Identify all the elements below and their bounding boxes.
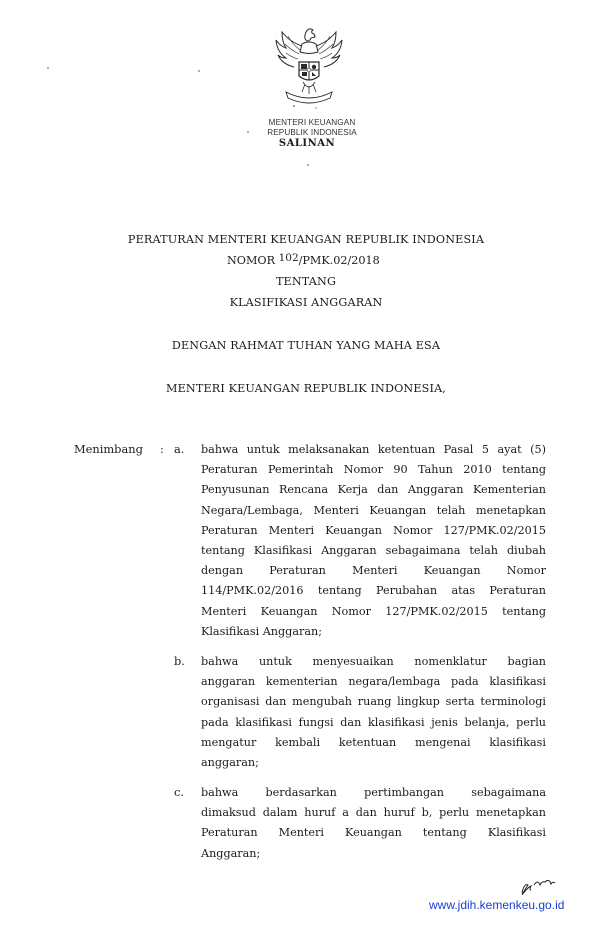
jdih-website-link[interactable]: www.jdih.kemenkeu.go.id [429,898,565,912]
text-line: 114/PMK.02/2016 tentang Perubahan atas Peraturan [201,584,546,598]
scan-speck [307,164,309,166]
scan-speck [198,70,200,72]
item-letter-b: b. [174,654,185,668]
text-line: anggaran kementerian negara/lembaga pada klasifikasi [201,675,546,689]
nomor-prefix: NOMOR [227,254,276,267]
ministry-name: MENTERI KEUANGAN [268,118,356,127]
consideration-a [201,440,546,642]
text-line: Menteri Keuangan Nomor 127/PMK.02/2015 tentang [201,604,546,618]
scan-speck [247,131,249,133]
text-line: bahwa untuk menyesuaikan nomenklatur bagian [201,655,546,668]
text-line: Negara/Lembaga, Menteri Keuangan telah menetapkan [201,503,546,517]
tentang-label: TENTANG [275,275,337,288]
consideration-b [201,652,546,773]
garuda-emblem-icon [272,26,346,110]
menimbang-colon: : [160,442,164,456]
ministry-header [240,118,384,137]
text-line: Peraturan Pemerintah Nomor 90 Tahun 2010 tentang [201,463,546,477]
text-line: tentang Klasifikasi Anggaran sebagaimana telah diubah [201,543,546,557]
text-line: dimaksud dalam huruf a dan huruf b, perlu menetapkan [201,806,546,820]
text-line: organisasi dan mengubah ruang lingkup serta terminologi [201,695,546,709]
text-line: dengan Peraturan Menteri Keuangan Nomor [201,564,546,578]
nomor-number: 102 [278,252,299,264]
regulation-subject: KLASIFIKASI ANGGARAN [229,296,383,309]
text-line: Penyusunan Rencana Kerja dan Anggaran Kementerian [201,483,546,497]
text-line: Peraturan Menteri Keuangan tentang Klasifikasi [201,826,546,840]
salinan-stamp: SALINAN [278,138,336,149]
text-line: Anggaran; [201,846,261,860]
item-letter-a: a. [174,442,185,456]
regulation-number [227,254,380,267]
menimbang-label: Menimbang [74,442,143,456]
text-line: pada klasifikasi fungsi dan klasifikasi jenis belanja, perlu [201,715,546,729]
scan-speck [47,67,49,69]
text-line: bahwa untuk melaksanakan ketentuan Pasal 5 ayat (5) [201,443,546,456]
text-line: bahwa berdasarkan pertimbangan sebagaimana [201,786,546,799]
text-line: anggaran; [201,755,259,769]
text-line: Peraturan Menteri Keuangan Nomor 127/PMK.02/2015 [201,523,546,537]
minister-heading: MENTERI KEUANGAN REPUBLIK INDONESIA, [165,382,447,395]
text-line: Klasifikasi Anggaran; [201,624,322,638]
nomor-suffix: /PMK.02/2018 [298,254,380,267]
text-line: mengatur kembali ketentuan mengenai klasifikasi [201,735,546,749]
consideration-c [201,783,546,864]
republic-name: REPUBLIK INDONESIA [267,127,357,137]
rahmat-line: DENGAN RAHMAT TUHAN YANG MAHA ESA [171,339,441,352]
item-letter-c: c. [174,785,185,799]
regulation-title: PERATURAN MENTERI KEUANGAN REPUBLIK INDONESIA [127,233,485,246]
initials-signature [512,873,570,899]
